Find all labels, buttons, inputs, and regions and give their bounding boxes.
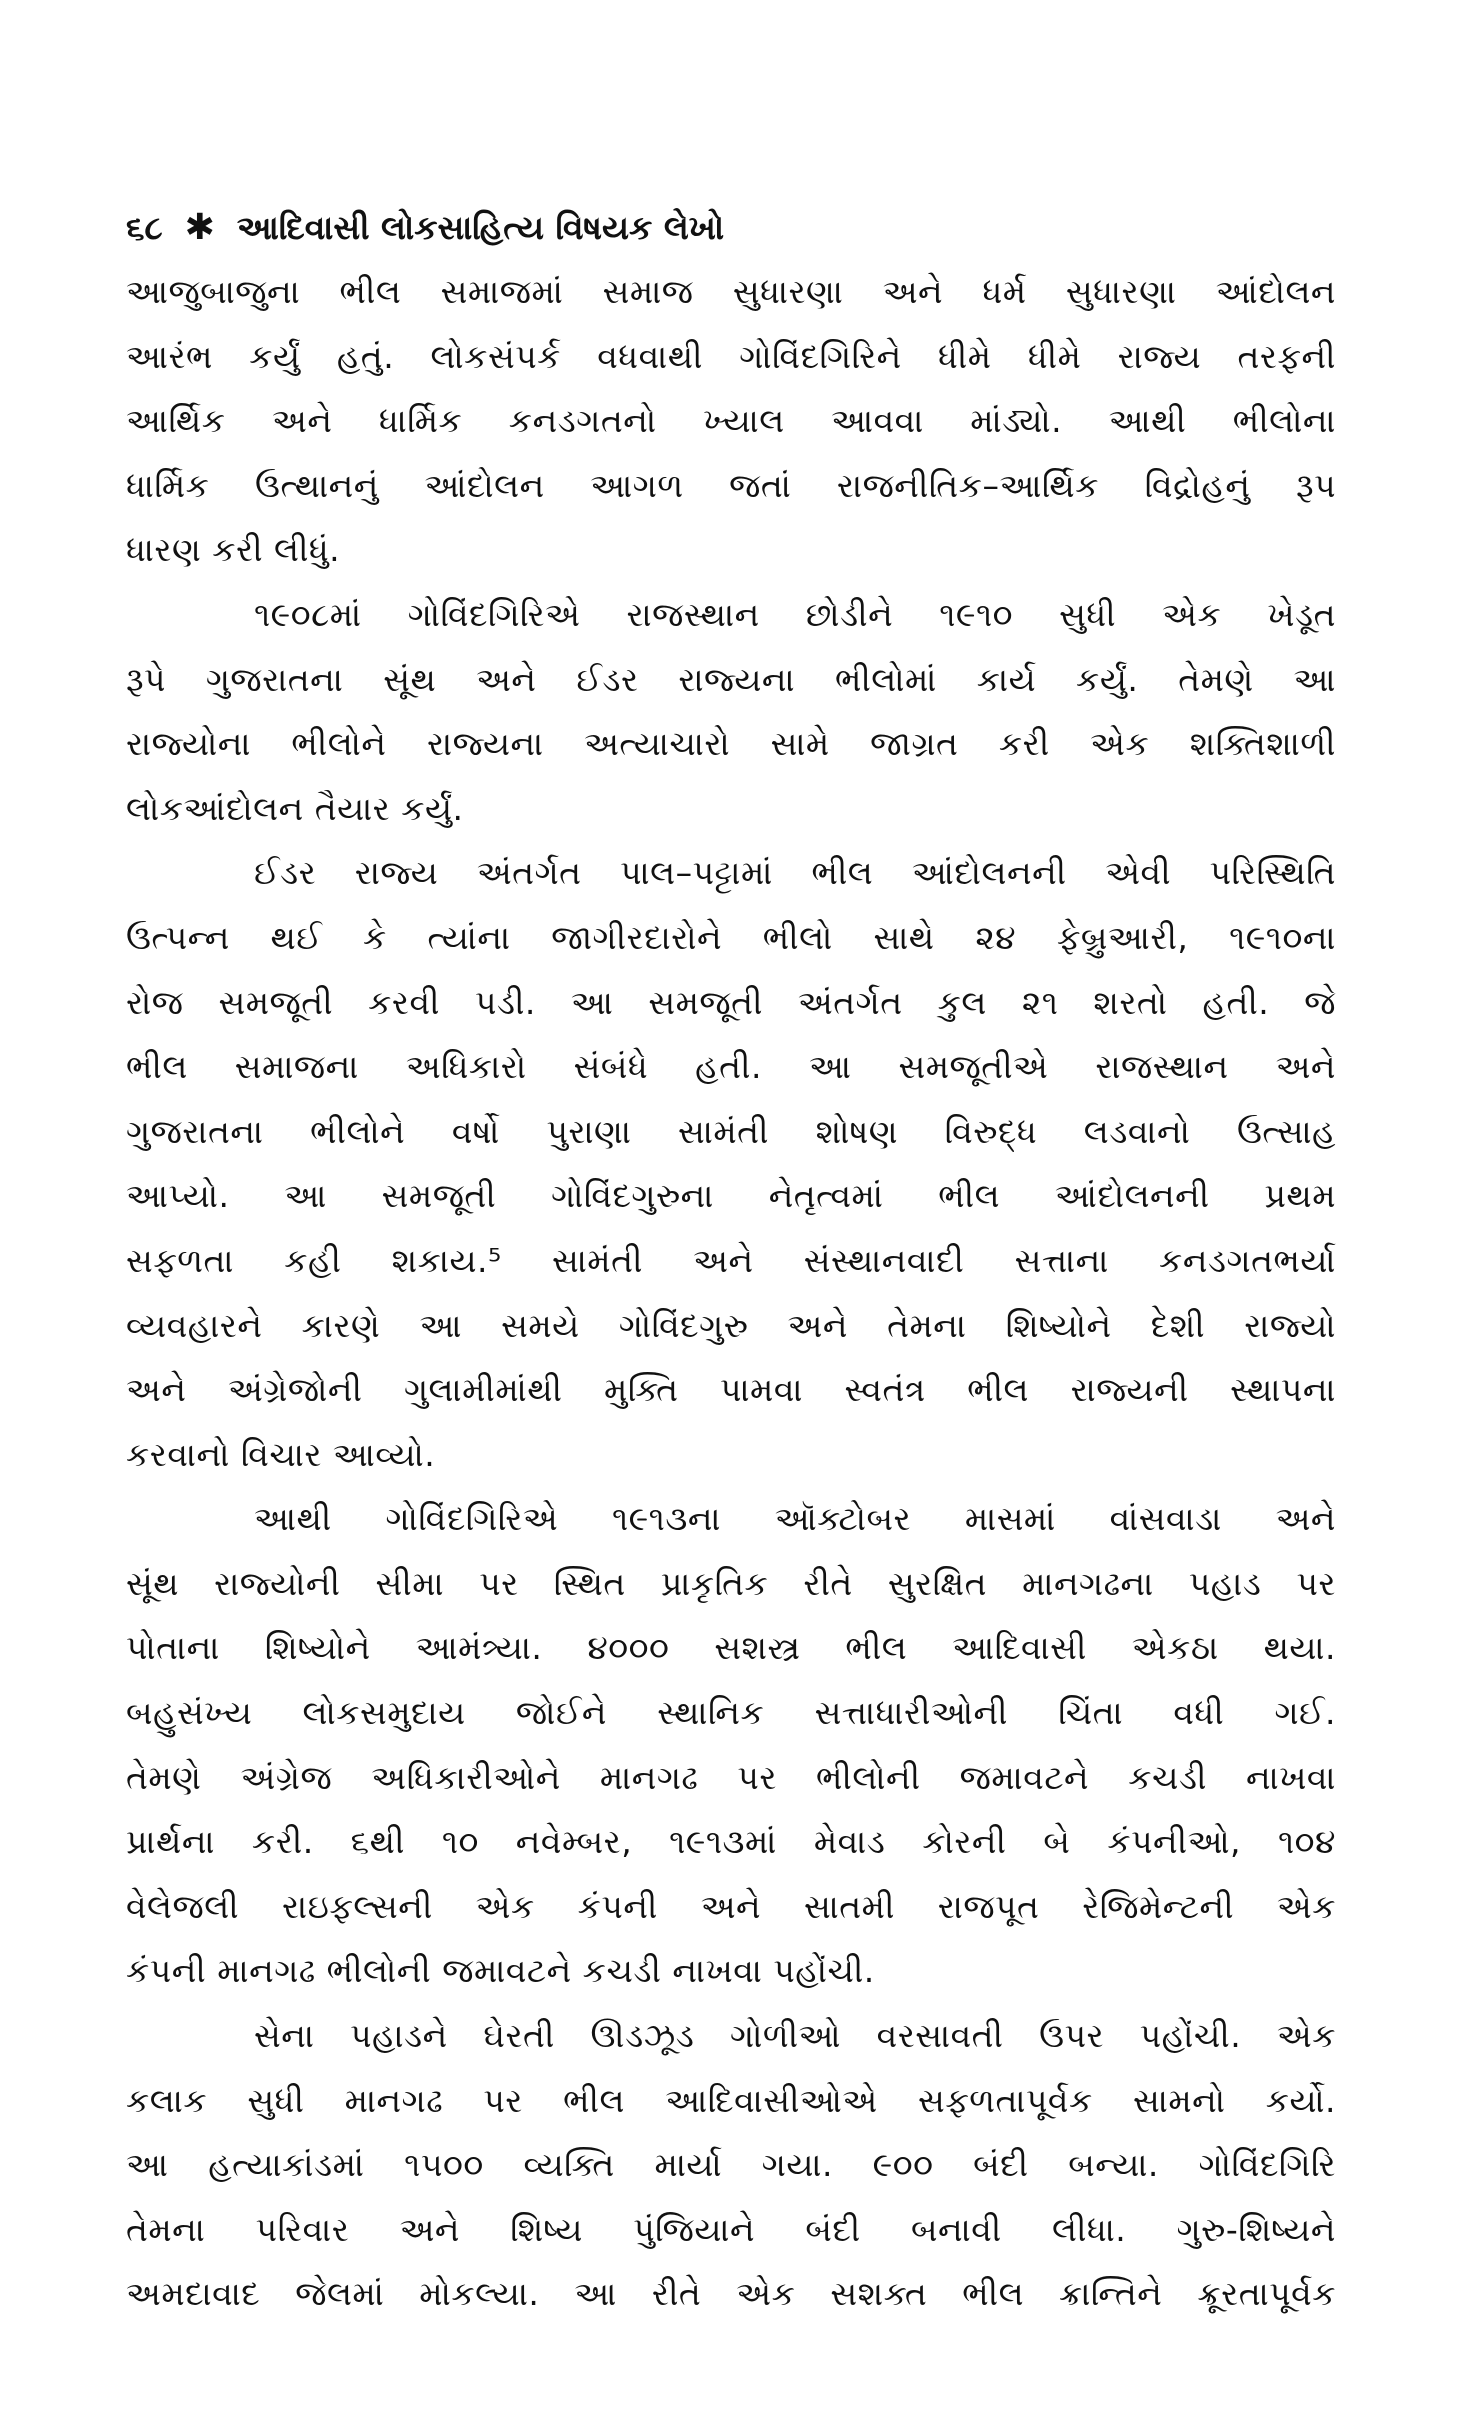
text-line: આથી ગોવિંદગિરિએ ૧૯૧૩ના ઑક્ટોબર માસમાં વાંસવાડા અને — [254, 1499, 1336, 1539]
text-line: આ હત્યાકાંડમાં ૧૫૦૦ વ્યક્તિ માર્યા ગયા. ૯૦૦ બંદી બન્યા. ગોવિંદગિરિ — [126, 2145, 1336, 2185]
text-line: સફળતા કહી શકાય.⁵ સામંતી અને સંસ્થાનવાદી સત્તાના કનડગતભર્યા — [126, 1240, 1336, 1280]
text-line: સૂંથ રાજ્યોની સીમા પર સ્થિત પ્રાકૃતિક રીતે સુરક્ષિત માનગઢના પહાડ પર — [126, 1563, 1336, 1603]
text-line: ધારણ કરી લીધું. — [126, 530, 341, 570]
page-number: ૬૮ — [126, 208, 163, 247]
text-line: ૧૯૦૮માં ગોવિંદગિરિએ રાજસ્થાન છોડીને ૧૯૧૦ સુધી એક ખેડૂત — [254, 594, 1336, 634]
book-page — [126, 196, 1336, 2327]
text-line: તેમના પરિવાર અને શિષ્ય પુંજિયાને બંદી બનાવી લીધા. ગુરુ-શિષ્યને — [126, 2209, 1336, 2249]
text-line: વ્યવહારને કારણે આ સમયે ગોવિંદગુરુ અને તેમના શિષ્યોને દેશી રાજ્યો — [126, 1305, 1336, 1345]
text-line: લોકઆંદોલન તૈયાર કર્યું. — [126, 788, 464, 828]
text-line: આજુબાજુના ભીલ સમાજમાં સમાજ સુધારણા અને ધર્મ સુધારણા આંદોલન — [126, 272, 1336, 311]
asterisk-icon: ✱ — [184, 207, 215, 248]
text-line: આપ્યો. આ સમજૂતી ગોવિંદગુરુના નેતૃત્વમાં ભીલ આંદોલનની પ્રથમ — [126, 1176, 1336, 1216]
text-line: ગુજરાતના ભીલોને વર્ષો પુરાણા સામંતી શોષણ વિરુદ્ધ લડવાનો ઉત્સાહ — [126, 1111, 1336, 1151]
text-line: પોતાના શિષ્યોને આમંત્ર્યા. ૪૦૦૦ સશસ્ત્ર ભીલ આદિવાસી એકઠા થયા. — [126, 1628, 1336, 1668]
paragraph — [126, 841, 1336, 1487]
text-line: રૂપે ગુજરાતના સૂંથ અને ઈડર રાજ્યના ભીલોમાં કાર્ય કર્યું. તેમણે આ — [126, 659, 1336, 699]
text-line: કલાક સુધી માનગઢ પર ભીલ આદિવાસીઓએ સફળતાપૂર્વક સામનો કર્યો. — [126, 2080, 1336, 2120]
text-line: ઈડર રાજ્ય અંતર્ગત પાલ–પટ્ટામાં ભીલ આંદોલનની એવી પરિસ્થિતિ — [254, 853, 1336, 893]
text-line: બહુસંખ્ય લોકસમુદાય જોઈને સ્થાનિક સત્તાધારીઓની ચિંતા વધી ગઈ. — [126, 1693, 1336, 1733]
text-line: આરંભ કર્યું હતું. લોકસંપર્ક વધવાથી ગોવિંદગિરિને ધીમે ધીમે રાજ્ય તરફની — [126, 336, 1336, 376]
text-line: રોજ સમજૂતી કરવી પડી. આ સમજૂતી અંતર્ગત કુલ ૨૧ શરતો હતી. જે — [126, 982, 1336, 1022]
text-line: વેલેજલી રાઇફલ્સની એક કંપની અને સાતમી રાજપૂત રેજિમેન્ટની એક — [126, 1886, 1336, 1926]
text-line: અમદાવાદ જેલમાં મોકલ્યા. આ રીતે એક સશક્ત ભીલ ક્રાન્તિને ક્રૂરતાપૂર્વક — [126, 2274, 1336, 2314]
text-line: આર્થિક અને ધાર્મિક કનડગતનો ખ્યાલ આવવા માંડ્યો. આથી ભીલોના — [126, 401, 1336, 441]
text-line: રાજ્યોના ભીલોને રાજ્યના અત્યાચારો સામે જાગ્રત કરી એક શક્તિશાળી — [126, 724, 1336, 764]
paragraph — [126, 1487, 1336, 2004]
text-line: સેના પહાડને ઘેરતી ઊડઝૂડ ગોળીઓ વરસાવતી ઉપર પહોંચી. એક — [254, 2016, 1336, 2056]
text-line: પ્રાર્થના કરી. ૬થી ૧૦ નવેમ્બર, ૧૯૧૩માં મેવાડ કોરની બે કંપનીઓ, ૧૦૪ — [126, 1822, 1336, 1862]
text-line: ધાર્મિક ઉત્થાનનું આંદોલન આગળ જતાં રાજનીતિક–આર્થિક વિદ્રોહનું રૂપ — [126, 465, 1336, 505]
body-text — [126, 260, 1336, 2327]
text-line: અને અંગ્રેજોની ગુલામીમાંથી મુક્તિ પામવા સ્વતંત્ર ભીલ રાજ્યની સ્થાપના — [126, 1370, 1336, 1410]
text-line: તેમણે અંગ્રેજ અધિકારીઓને માનગઢ પર ભીલોની જમાવટને કચડી નાખવા — [126, 1757, 1336, 1797]
running-header — [126, 196, 1336, 260]
text-line: ભીલ સમાજના અધિકારો સંબંધે હતી. આ સમજૂતીએ રાજસ્થાન અને — [126, 1047, 1336, 1087]
paragraph — [126, 583, 1336, 841]
text-line: ઉત્પન્ન થઈ કે ત્યાંના જાગીરદારોને ભીલો સાથે ૨૪ ફેબ્રુઆરી, ૧૯૧૦ના — [126, 917, 1336, 957]
text-line: કરવાનો વિચાર આવ્યો. — [126, 1434, 436, 1474]
paragraph — [126, 260, 1336, 583]
paragraph — [126, 2004, 1336, 2327]
text-line: કંપની માનગઢ ભીલોની જમાવટને કચડી નાખવા પહોંચી. — [126, 1951, 875, 1991]
header-title: આદિવાસી લોકસાહિત્ય વિષયક લેખો — [236, 208, 725, 247]
